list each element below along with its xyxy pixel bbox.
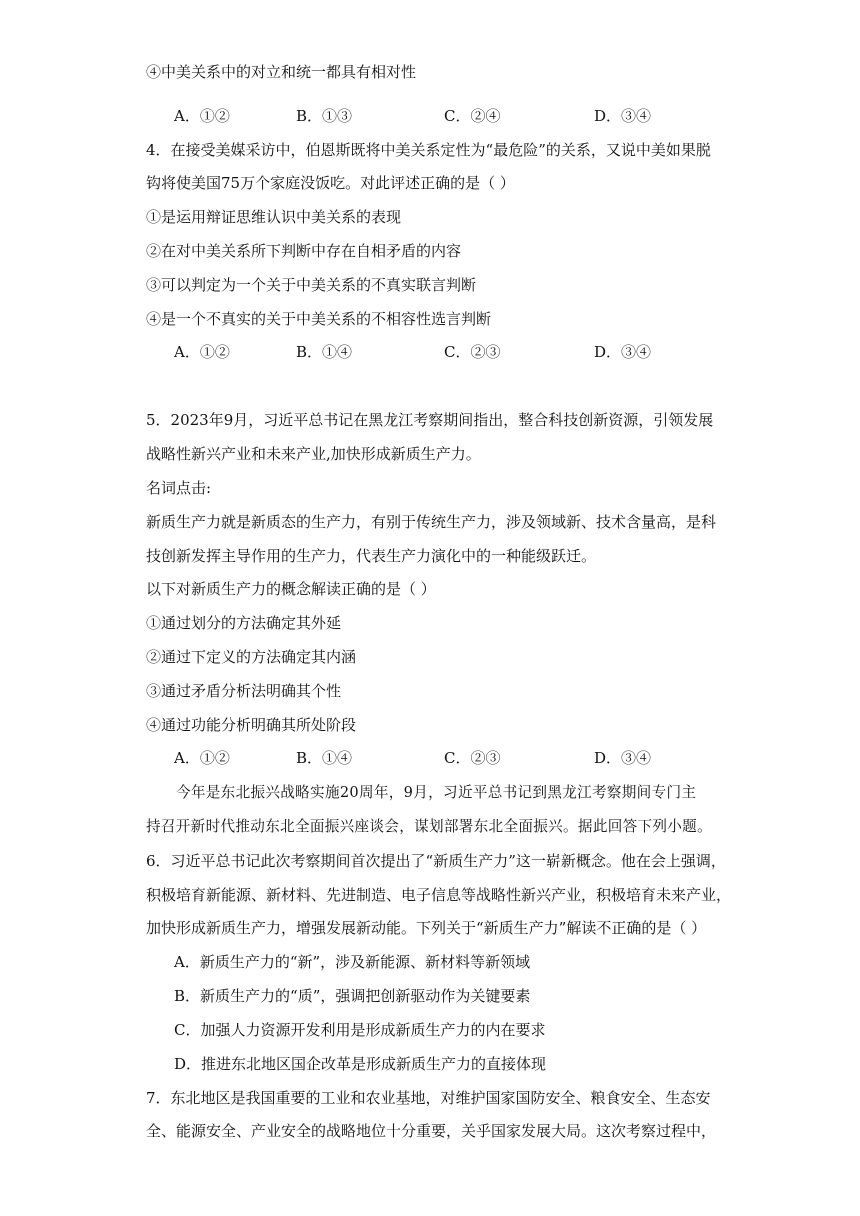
q6-stem-line-1: 6．习近平总书记此次考察期间首次提出了“新质生产力”这一崭新概念。他在会上强调， bbox=[146, 852, 726, 870]
q6-choice-a[interactable]: A．新质生产力的“新”，涉及新能源、新材料等新领域 bbox=[174, 953, 531, 971]
q6-choice-b[interactable]: B．新质生产力的“质”，强调把创新驱动作为关键要素 bbox=[174, 987, 531, 1005]
material-line-1: 今年是东北振兴战略实施20周年，9月，习近平总书记到黑龙江考察期间专门主 bbox=[176, 784, 697, 801]
q6-choice-d[interactable]: D．推进东北地区国企改革是形成新质生产力的直接体现 bbox=[174, 1055, 547, 1073]
q5-item-4: ④通过功能分析明确其所处阶段 bbox=[146, 716, 357, 734]
q4-option-b[interactable]: B．①④ bbox=[296, 343, 353, 361]
q5-options bbox=[174, 748, 734, 768]
q4-option-d[interactable]: D．③④ bbox=[594, 343, 652, 361]
q5-option-b[interactable]: B．①④ bbox=[296, 749, 353, 767]
q4-stem-line-2: 钩将使美国75万个家庭没饭吃。对此评述正确的是（ ） bbox=[146, 174, 515, 192]
q7-stem-line-2: 全、能源安全、产业安全的战略地位十分重要，关乎国家发展大局。这次考察过程中， bbox=[146, 1122, 717, 1140]
q4-item-3: ③可以判定为一个关于中美关系的不真实联言判断 bbox=[146, 276, 477, 294]
q5-question: 以下对新质生产力的概念解读正确的是（ ） bbox=[146, 580, 436, 598]
q3-option-b[interactable]: B．①③ bbox=[296, 107, 353, 125]
q4-stem-line-1: 4．在接受美媒采访中，伯恩斯既将中美关系定性为“最危险”的关系，又说中美如果脱 bbox=[146, 141, 711, 159]
q7-stem-line-1: 7．东北地区是我国重要的工业和农业基地，对维护国家国防安全、粮食安全、生态安 bbox=[146, 1089, 711, 1107]
q6-choice-c[interactable]: C．加强人力资源开发利用是形成新质生产力的内在要求 bbox=[174, 1021, 546, 1039]
q3-option-a[interactable]: A．①② bbox=[174, 107, 230, 125]
q4-item-1: ①是运用辩证思维认识中美关系的表现 bbox=[146, 208, 402, 226]
q6-stem-line-3: 加快形成新质生产力，增强发展新动能。下列关于“新质生产力”解读不正确的是（ ） bbox=[146, 919, 707, 937]
q4-option-c[interactable]: C．②③ bbox=[444, 343, 501, 361]
q5-term-heading: 名词点击: bbox=[146, 479, 212, 497]
q5-option-a[interactable]: A．①② bbox=[174, 749, 230, 767]
q3-options bbox=[174, 106, 734, 126]
q4-options bbox=[174, 342, 734, 362]
q3-item-4: ④中美关系中的对立和统一都具有相对性 bbox=[146, 63, 417, 81]
material-line-2: 持召开新时代推动东北全面振兴座谈会，谋划部署东北全面振兴。据此回答下列小题。 bbox=[146, 818, 712, 835]
q3-option-d[interactable]: D．③④ bbox=[594, 107, 652, 125]
q5-item-3: ③通过矛盾分析法明确其个性 bbox=[146, 682, 342, 700]
q5-option-c[interactable]: C．②③ bbox=[444, 749, 501, 767]
q5-stem-line-1: 5．2023年9月，习近平总书记在黑龙江考察期间指出，整合科技创新资源，引领发展 bbox=[146, 411, 714, 429]
q4-option-a[interactable]: A．①② bbox=[174, 343, 230, 361]
q4-item-2: ②在对中美关系所下判断中存在自相矛盾的内容 bbox=[146, 242, 462, 260]
q5-option-d[interactable]: D．③④ bbox=[594, 749, 652, 767]
q5-term-line-2: 技创新发挥主导作用的生产力，代表生产力演化中的一种能级跃迁。 bbox=[146, 547, 597, 565]
q6-stem-line-2: 积极培育新能源、新材料、先进制造、电子信息等战略性新兴产业，积极培育未来产业， bbox=[146, 886, 732, 904]
q4-item-4: ④是一个不真实的关于中美关系的不相容性选言判断 bbox=[146, 310, 492, 328]
q5-item-2: ②通过下定义的方法确定其内涵 bbox=[146, 648, 357, 666]
q5-item-1: ①通过划分的方法确定其外延 bbox=[146, 614, 342, 632]
q3-option-c[interactable]: C．②④ bbox=[444, 107, 501, 125]
q5-term-line-1: 新质生产力就是新质态的生产力，有别于传统生产力，涉及领域新、技术含量高，是科 bbox=[146, 513, 717, 531]
q5-stem-line-2: 战略性新兴产业和未来产业,加快形成新质生产力。 bbox=[146, 445, 481, 463]
